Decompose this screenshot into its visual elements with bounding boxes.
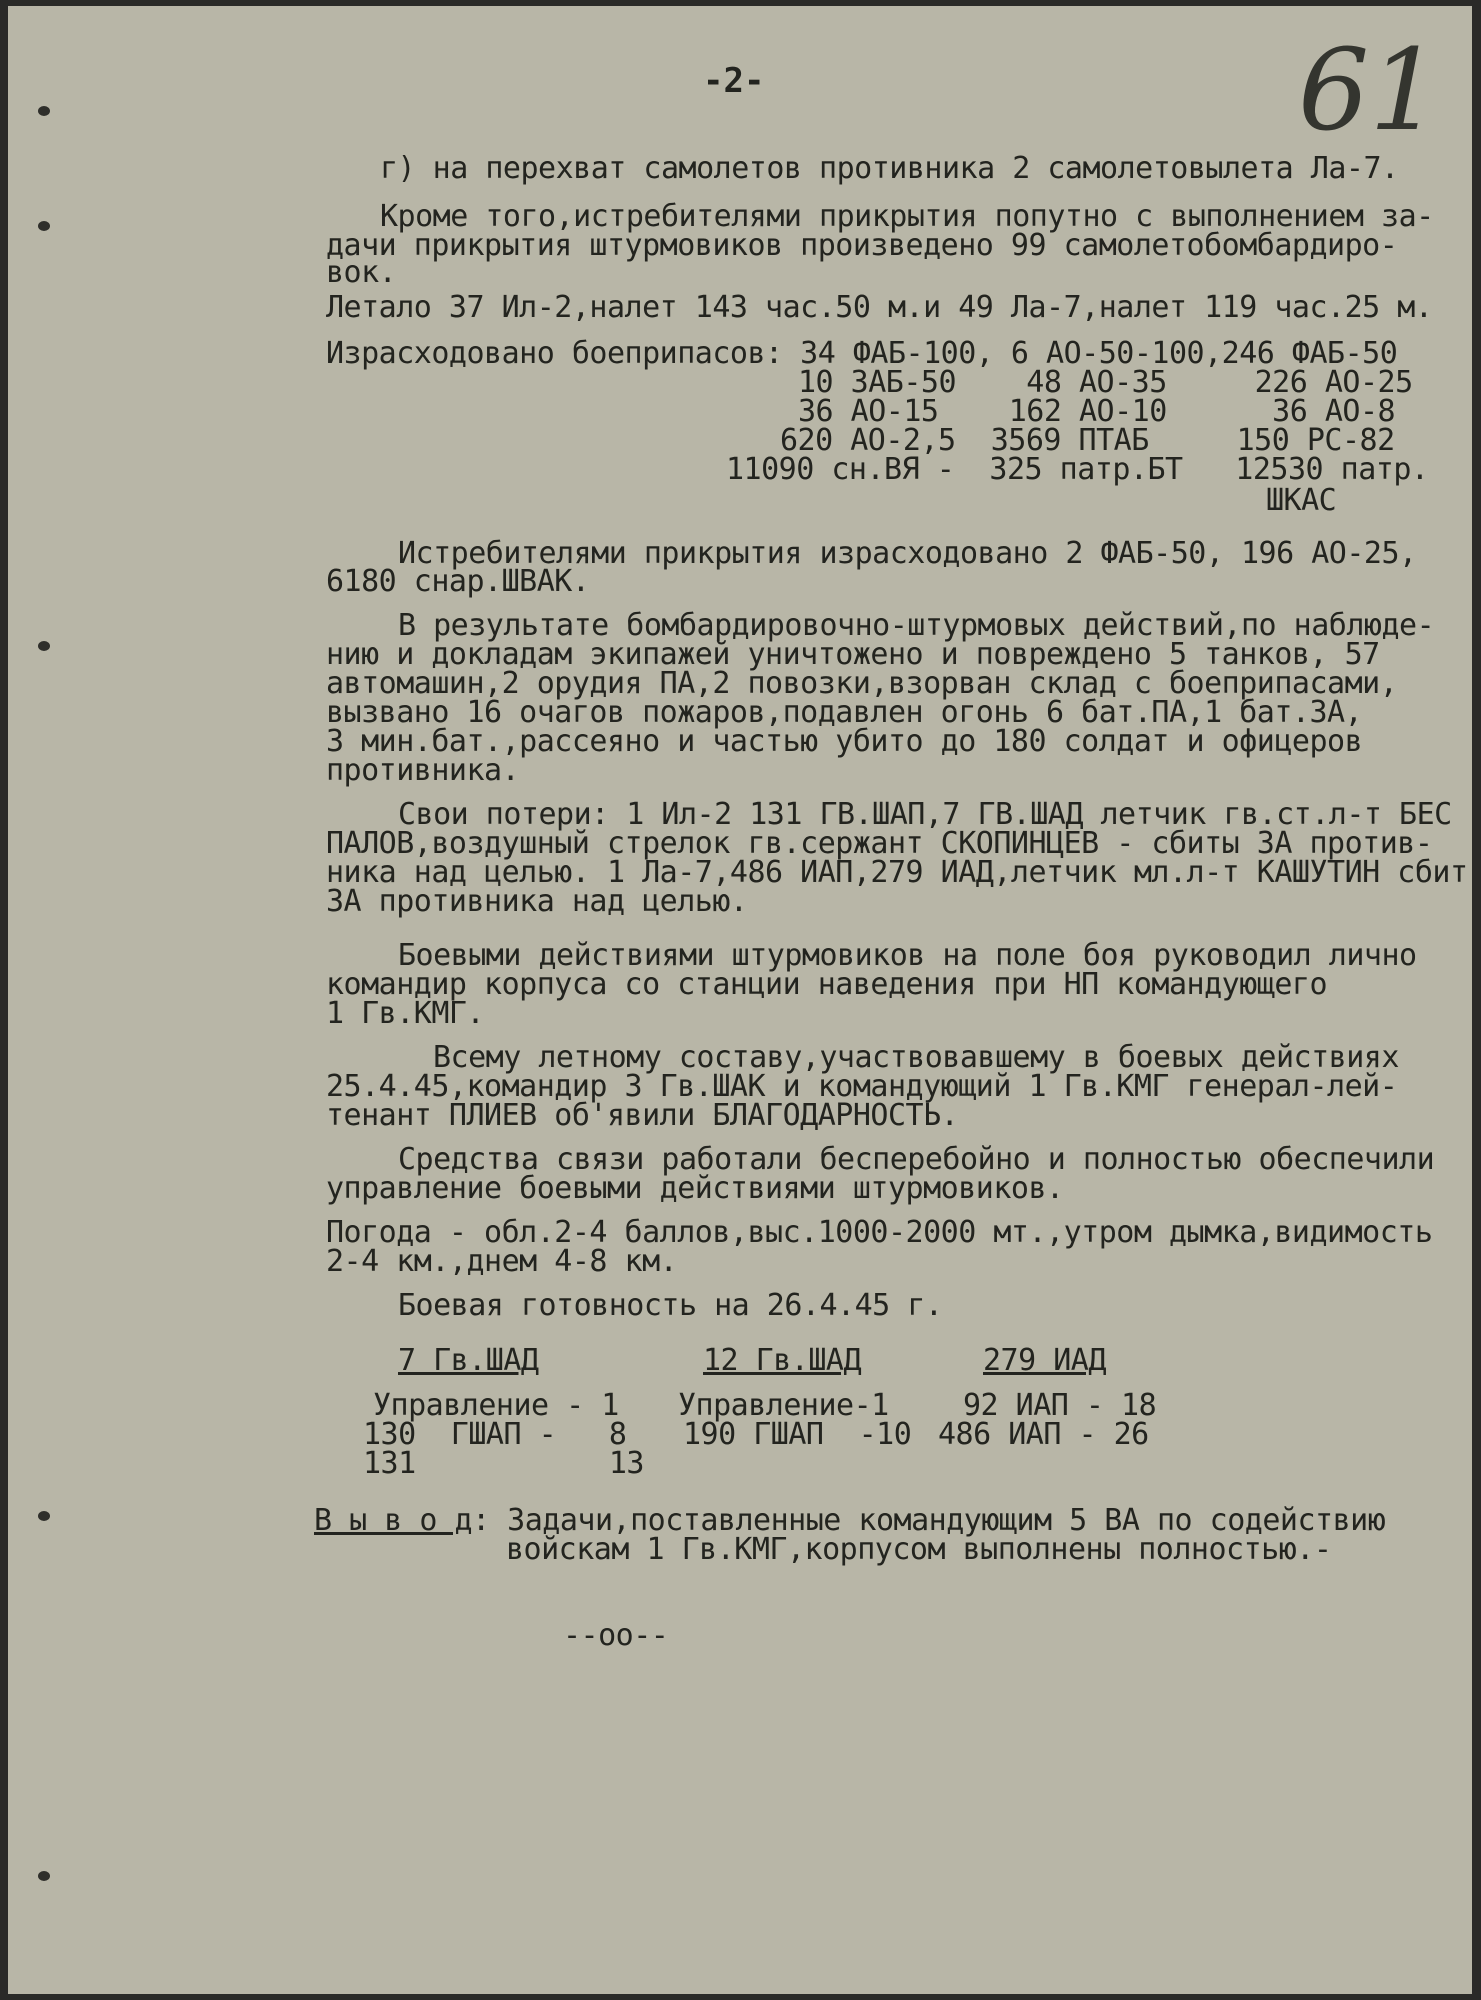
text-line: Летало 37 Ил-2,налет 143 час.50 м.и 49 Ла-7,налет 119 час.25 м. [326,290,1433,325]
text-line: вок. [326,255,397,290]
text-line: 10 ЗАБ-50 48 АО-35 226 АО-25 [798,365,1413,400]
text-line: Боевая готовность на 26.4.45 г. [398,1288,943,1323]
text-line: ПАЛОВ,воздушный стрелок гв.сержант СКОПИНЦЕВ - сбиты ЗА против- [326,826,1433,861]
readiness-column-title: 279 ИАД [983,1343,1106,1378]
end-mark: --oo-- [563,1618,669,1653]
binding-hole [38,106,50,116]
text-line: Истребителями прикрытия израсходовано 2 ФАБ-50, 196 АО-25, [398,536,1417,571]
readiness-column-title: 12 Гв.ШАД [703,1343,862,1378]
text-line: командир корпуса со станции наведения при НП командующего [326,967,1328,1002]
readiness-row: Управление - 1 [373,1388,619,1423]
text-line: 6180 снар.ШВАК. [326,564,590,599]
text-line: 2-4 км.,днем 4-8 км. [326,1244,678,1279]
text-line: управление боевыми действиями штурмовиков. [326,1171,1064,1206]
text-line: 1 Гв.КМГ. [326,996,485,1031]
text-line: Погода - обл.2-4 баллов,выс.1000-2000 мт.,утром дымка,видимость [326,1215,1433,1250]
text-line: вызвано 16 очагов пожаров,подавлен огонь 6 бат.ПА,1 бат.ЗА, [326,695,1363,730]
text-line: дачи прикрытия штурмовиков произведено 99 самолетобомбардиро- [326,228,1398,263]
text-line: Всему летному составу,участвовавшему в боевых действиях [433,1040,1399,1075]
text-line: 3 мин.бат.,рассеяно и частью убито до 180 солдат и офицеров [326,724,1363,759]
readiness-row: 131 13 [363,1446,644,1481]
text-line: противника. [326,753,520,788]
archive-page-number: 61 [1298,26,1441,156]
text-line: Израсходовано боеприпасов: 34 ФАБ-100, 6 АО-50-100,246 ФАБ-50 [326,336,1398,371]
text-line: Боевыми действиями штурмовиков на поле боя руководил лично [398,938,1417,973]
text-line: тенант ПЛИЕВ об'явили БЛАГОДАРНОСТЬ. [326,1098,959,1133]
readiness-row: 130 ГШАП - 8 [363,1417,627,1452]
text-line: 11090 сн.ВЯ - 325 патр.БТ 12530 патр. [726,452,1429,487]
conclusion-line: войскам 1 Гв.КМГ,корпусом выполнены полностью.- [506,1532,1332,1567]
text-line: Средства связи работали бесперебойно и полностью обеспечили [398,1142,1435,1177]
conclusion-text: : Задачи,поставленные командующим 5 ВА по содействию [472,1503,1386,1538]
binding-hole [38,641,50,651]
binding-hole [38,1511,50,1521]
text-line: Свои потери: 1 Ил-2 131 ГВ.ШАП,7 ГВ.ШАД летчик гв.ст.л-т БЕС [398,797,1452,832]
text-line: 36 АО-15 162 АО-10 36 АО-8 [798,394,1396,429]
conclusion-label: В ы в о д [314,1503,473,1538]
readiness-row: 486 ИАП - 26 [938,1417,1149,1452]
readiness-row: 92 ИАП - 18 [963,1388,1157,1423]
text-line: автомашин,2 орудия ПА,2 повозки,взорван склад с боеприпасами, [326,666,1398,701]
readiness-row: Управление-1 [678,1388,889,1423]
readiness-column-title: 7 Гв.ШАД [398,1343,539,1378]
text-line: г) на перехват самолетов противника 2 самолетовылета Ла-7. [380,151,1399,186]
text-line: 25.4.45,командир 3 Гв.ШАК и командующий 1 Гв.КМГ генерал-лей- [326,1069,1398,1104]
document-page [8,6,1472,1994]
page-number: -2- [703,61,765,101]
readiness-row: 190 ГШАП -10 [683,1417,912,1452]
binding-hole [38,221,50,231]
binding-hole [38,1871,50,1881]
text-line: ЗА противника над целью. [326,884,748,919]
text-line: нию и докладам экипажей уничтожено и повреждено 5 танков, 57 [326,637,1380,672]
text-line: ШКАС [1266,483,1337,518]
text-line: В результате бомбардировочно-штурмовых действий,по наблюде- [398,608,1435,643]
text-line: 620 АО-2,5 3569 ПТАБ 150 РС-82 [780,423,1395,458]
text-line: Кроме того,истребителями прикрытия попутно с выполнением за- [380,199,1434,234]
text-line: ника над целью. 1 Ла-7,486 ИАП,279 ИАД,летчик мл.л-т КАШУТИН сбит [326,855,1468,890]
